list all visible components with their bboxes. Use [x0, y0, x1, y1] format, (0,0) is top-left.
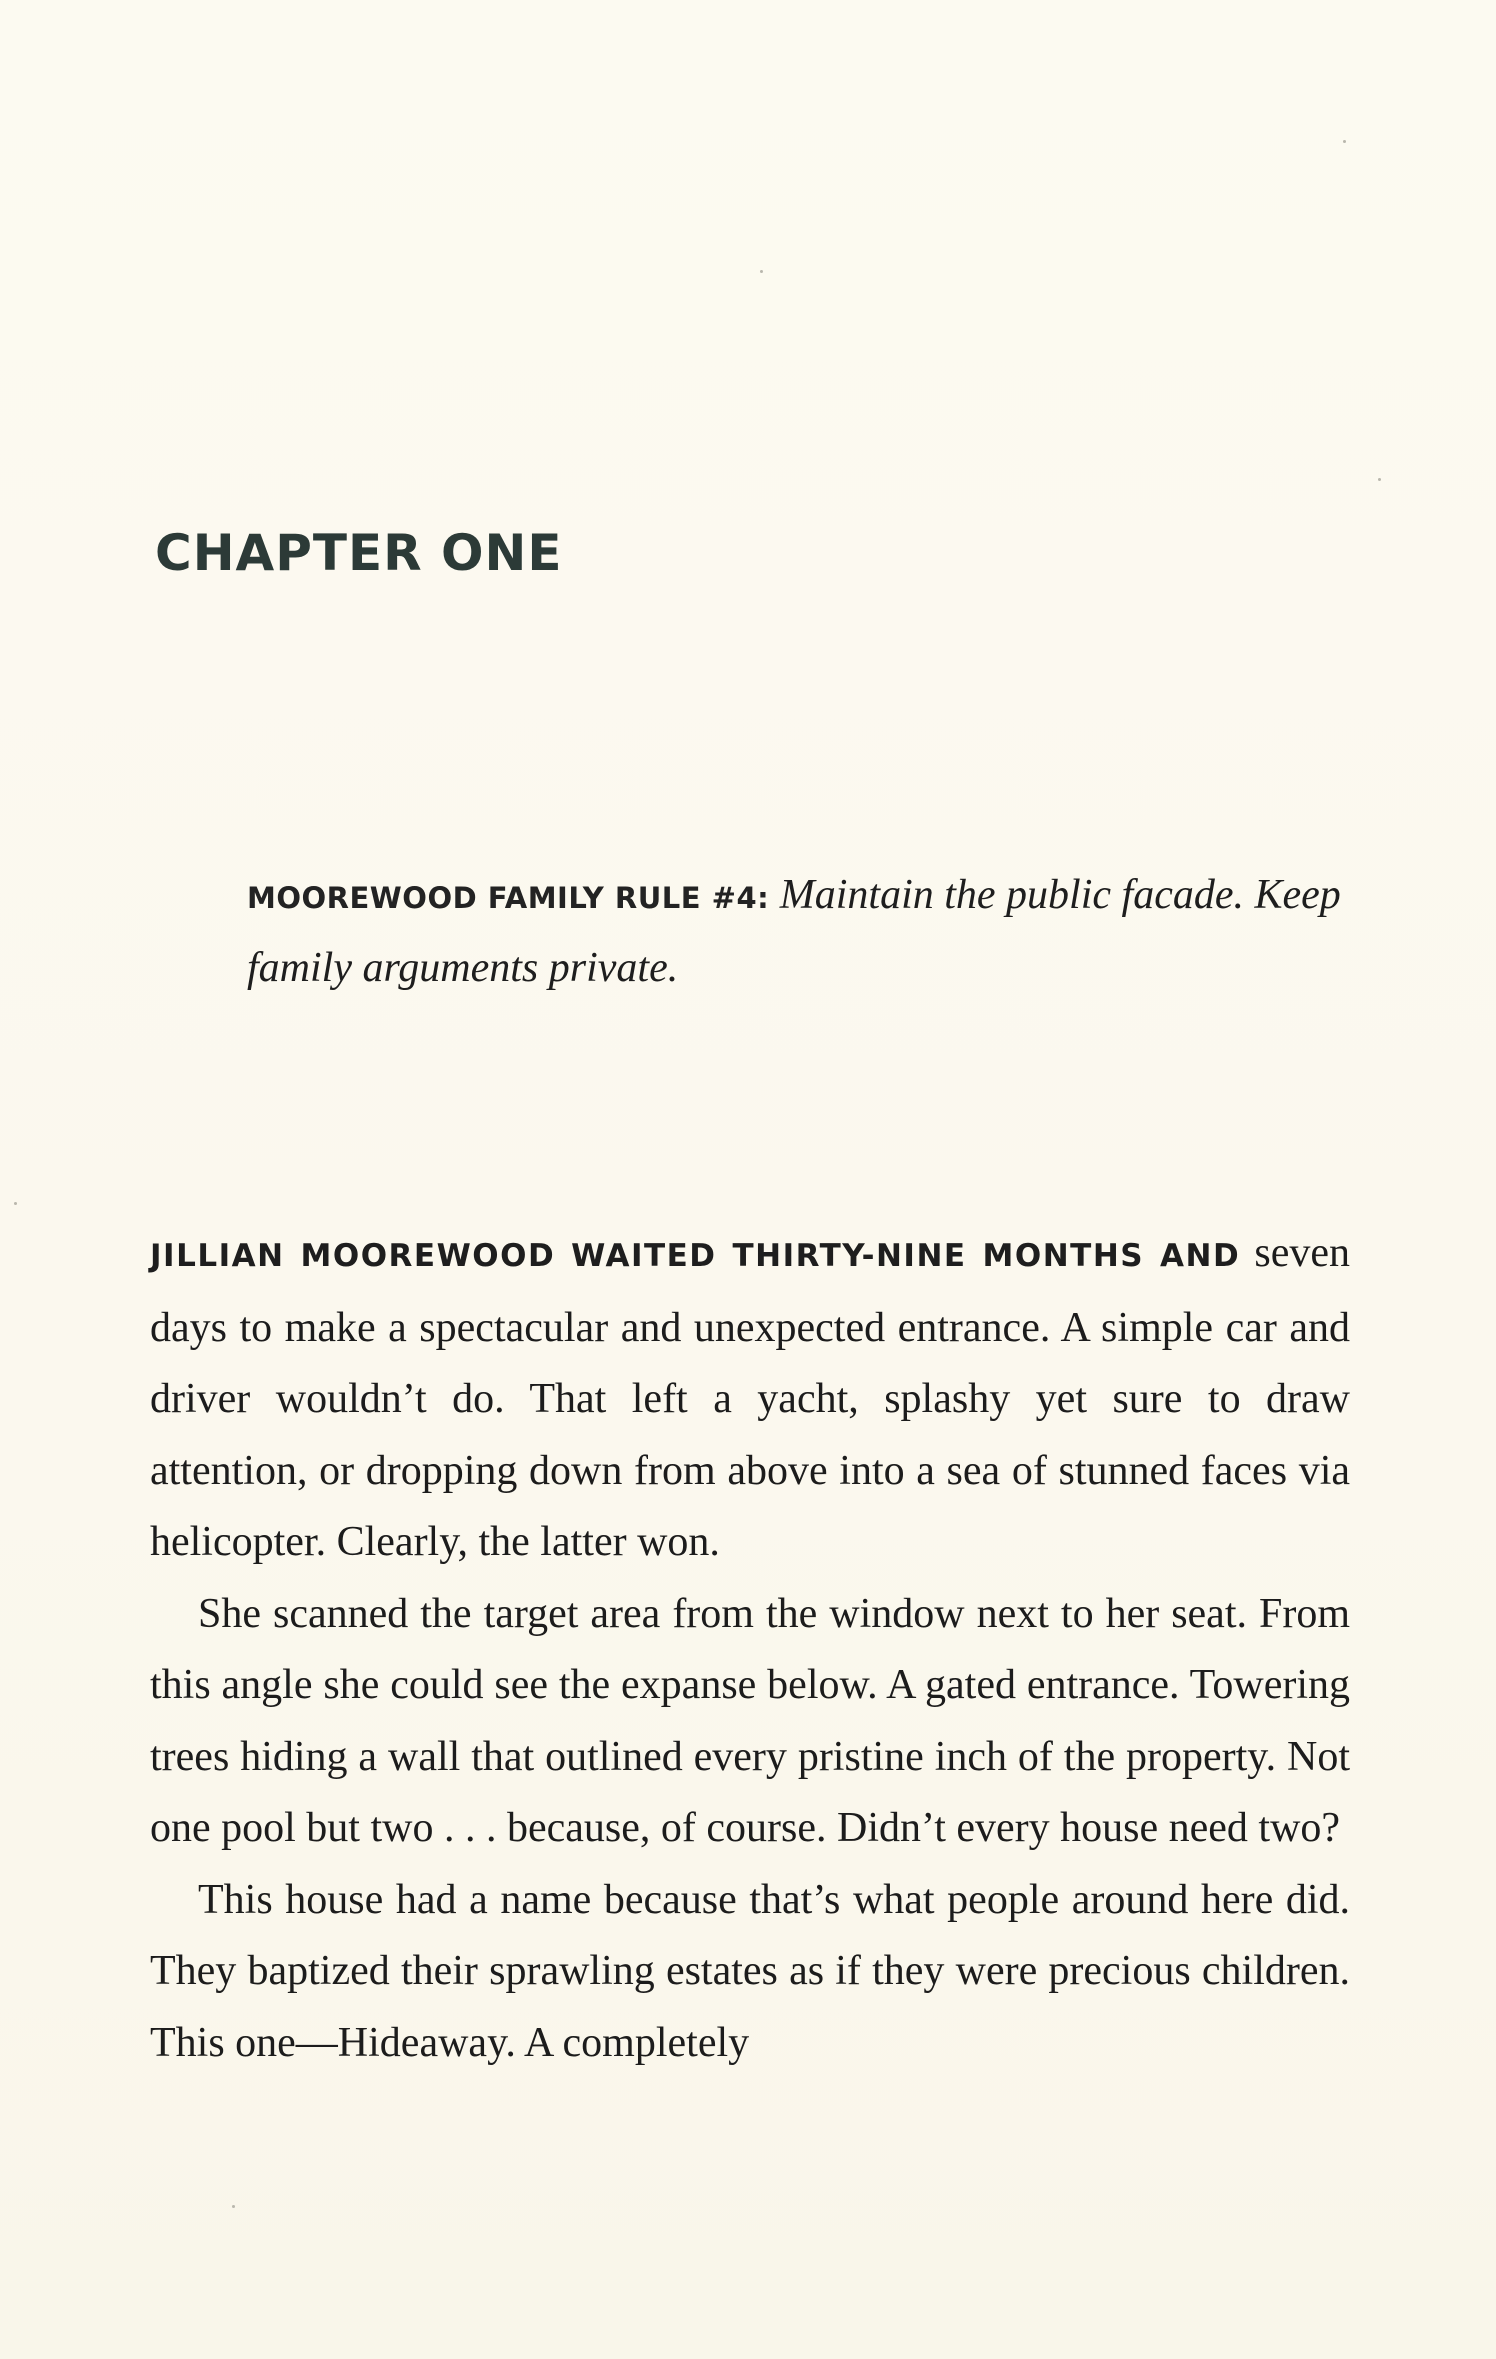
chapter-title: CHAPTER ONE — [155, 524, 563, 582]
paragraph-3: This house had a name because that’s what people around here did. They baptized their sprawling estates as if they were precious children. This one—Hideaway. A completely — [150, 1876, 1350, 2066]
family-rule-epigraph — [247, 860, 1347, 1003]
lead-in-caps: JILLIAN MOOREWOOD WAITED THIRTY-NINE MONTHS AND — [150, 1238, 1241, 1274]
chapter-body — [150, 1218, 1350, 2079]
paragraph-1 — [150, 1218, 1350, 1579]
paper-speck — [760, 270, 763, 273]
paper-speck — [14, 1202, 17, 1205]
paper-speck — [232, 2205, 235, 2208]
rule-label: MOOREWOOD FAMILY RULE #4: — [247, 881, 770, 915]
paragraph-1-text: seven days to make a spectacular and unexpected entrance. A simple car and driver wouldn’t do. That left a yacht, splashy yet sure to draw attention, or dropping down from above into a sea of stunned faces via helicopter. Clearly, the latter won. — [150, 1230, 1350, 1565]
paper-speck — [1378, 478, 1381, 481]
paragraph-2: She scanned the target area from the window next to her seat. From this angle she could see the expanse below. A gated entrance. Towering trees hiding a wall that outlined every pristine inch of the property. Not one pool but two . . . because, of course. Didn’t every house need two? — [150, 1590, 1350, 1851]
rule-text: Maintain the public facade. Keep family arguments private. — [247, 872, 1341, 991]
paper-speck — [1343, 140, 1346, 143]
